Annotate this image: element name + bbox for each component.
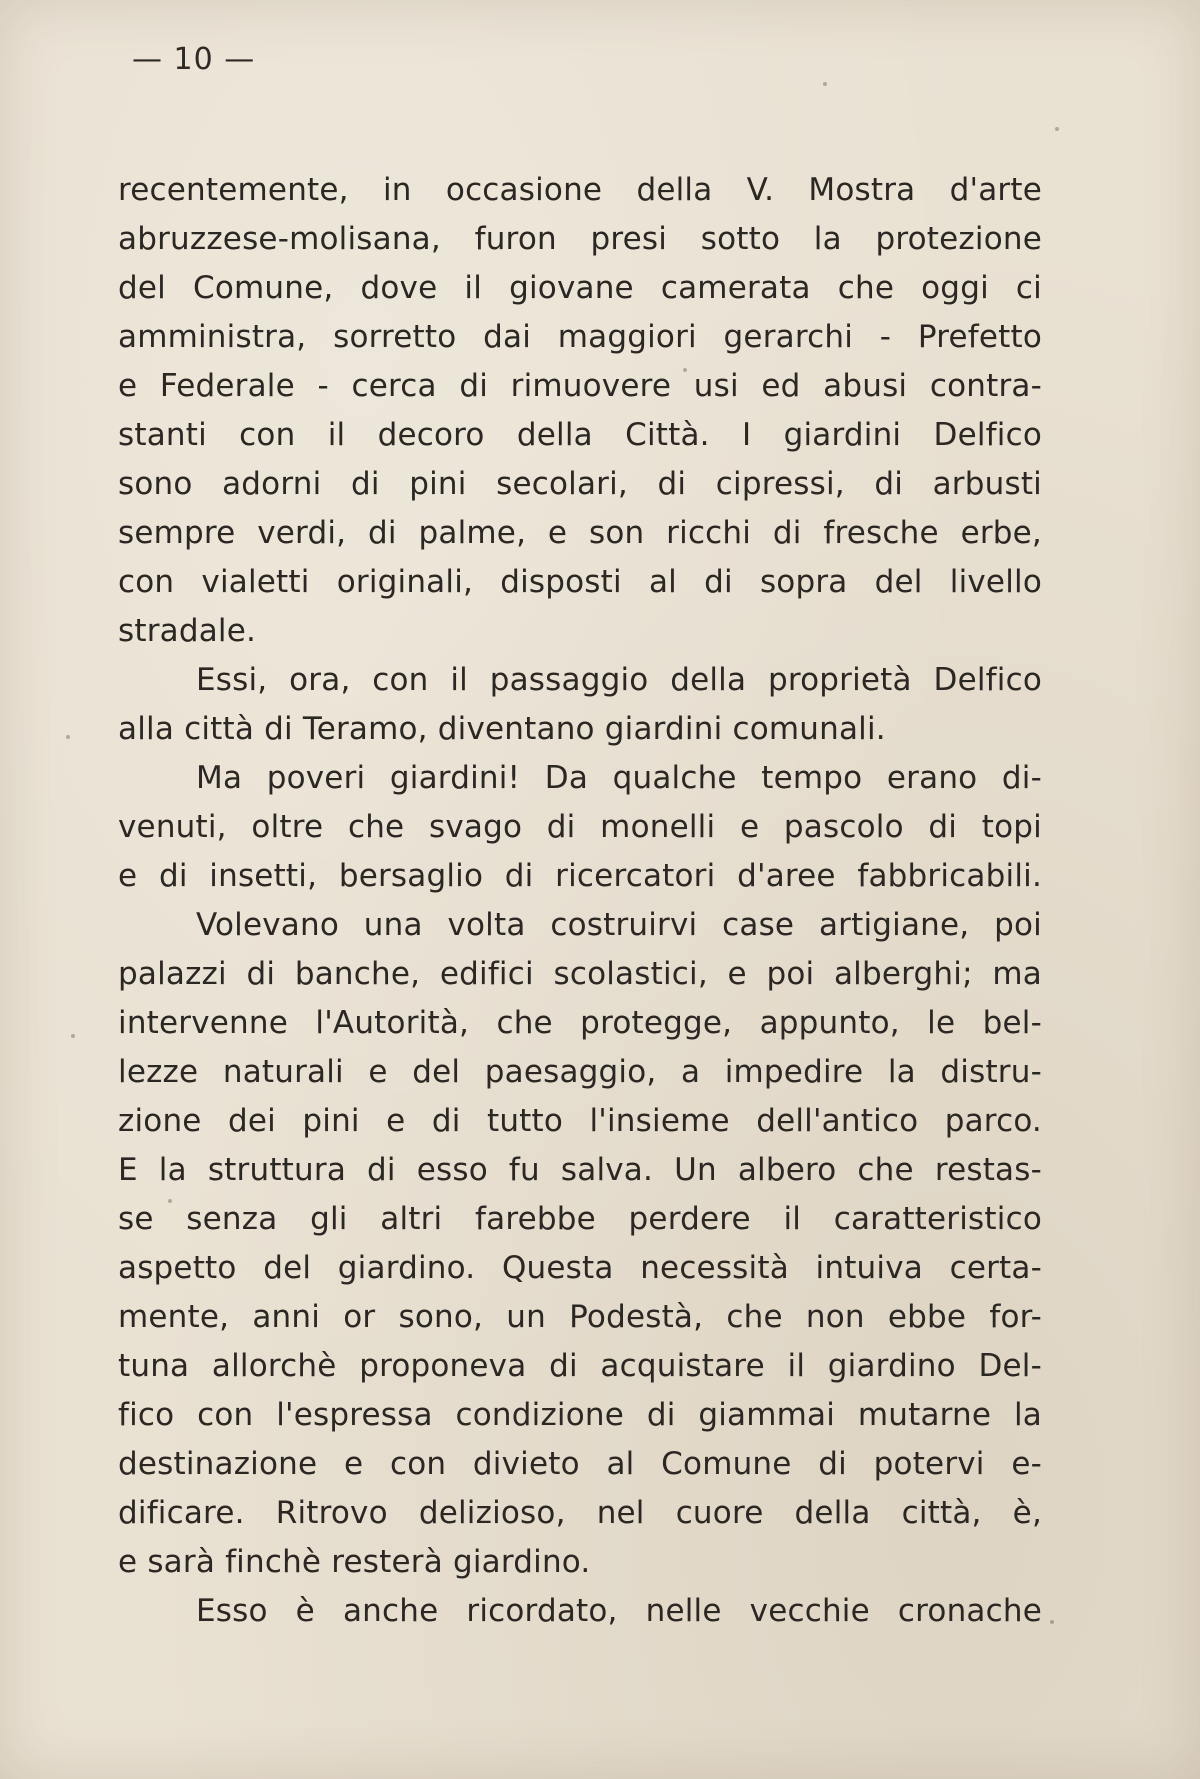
paper-speck: [168, 1199, 172, 1203]
text-line: tuna allorchè proponeva di acquistare il giardino Del-: [118, 1348, 1042, 1384]
text-line: intervenne l'Autorità, che protegge, appunto, le bel-: [118, 1005, 1042, 1041]
text-line: aspetto del giardino. Questa necessità intuiva certa-: [118, 1250, 1042, 1286]
text-line: fico con l'espressa condizione di giammai mutarne la: [118, 1397, 1042, 1433]
text-line: stradale.: [118, 613, 257, 649]
text-line: E la struttura di esso fu salva. Un albero che restas-: [118, 1152, 1042, 1188]
text-line: e sarà finchè resterà giardino.: [118, 1544, 591, 1580]
text-line-paragraph-start: Essi, ora, con il passaggio della proprietà Delfico: [196, 662, 1042, 698]
text-line: lezze naturali e del paesaggio, a impedire la distru-: [118, 1054, 1042, 1090]
paper-speck: [823, 82, 827, 86]
text-line: se senza gli altri farebbe perdere il caratteristico: [118, 1201, 1042, 1237]
text-line: sempre verdi, di palme, e son ricchi di fresche erbe,: [118, 515, 1042, 551]
text-line: abruzzese-molisana, furon presi sotto la protezione: [118, 221, 1042, 257]
paper-speck: [71, 1034, 75, 1038]
text-line: e Federale - cerca di rimuovere usi ed abusi contra-: [118, 368, 1042, 404]
text-line: con vialetti originali, disposti al di sopra del livello: [118, 564, 1042, 600]
text-line: sono adorni di pini secolari, di cipressi, di arbusti: [118, 466, 1042, 502]
text-line-paragraph-start: Volevano una volta costruirvi case artigiane, poi: [196, 907, 1042, 943]
text-line: mente, anni or sono, un Podestà, che non ebbe for-: [118, 1299, 1042, 1335]
paper-speck: [1050, 1620, 1054, 1624]
text-line: venuti, oltre che svago di monelli e pascolo di topi: [118, 809, 1042, 845]
text-line: amministra, sorretto dai maggiori gerarchi - Prefetto: [118, 319, 1042, 355]
text-line: dificare. Ritrovo delizioso, nel cuore della città, è,: [118, 1495, 1042, 1531]
text-line: zione dei pini e di tutto l'insieme dell'antico parco.: [118, 1103, 1042, 1139]
paper-speck: [66, 735, 70, 739]
text-line: stanti con il decoro della Città. I giardini Delfico: [118, 417, 1042, 453]
paper-speck: [1055, 127, 1059, 131]
text-line: e di insetti, bersaglio di ricercatori d'aree fabbricabili.: [118, 858, 1042, 894]
text-line: destinazione e con divieto al Comune di potervi e-: [118, 1446, 1042, 1482]
text-line: recentemente, in occasione della V. Mostra d'arte: [118, 172, 1042, 208]
text-line: palazzi di banche, edifici scolastici, e poi alberghi; ma: [118, 956, 1042, 992]
text-line-paragraph-start: Esso è anche ricordato, nelle vecchie cronache: [196, 1593, 1042, 1629]
page-number: — 10 —: [132, 42, 256, 77]
text-line: del Comune, dove il giovane camerata che oggi ci: [118, 270, 1042, 306]
body-text: [118, 166, 1042, 1636]
paper-speck: [683, 368, 687, 372]
text-line-paragraph-start: Ma poveri giardini! Da qualche tempo erano di-: [196, 760, 1042, 796]
text-line: alla città di Teramo, diventano giardini comunali.: [118, 711, 886, 747]
